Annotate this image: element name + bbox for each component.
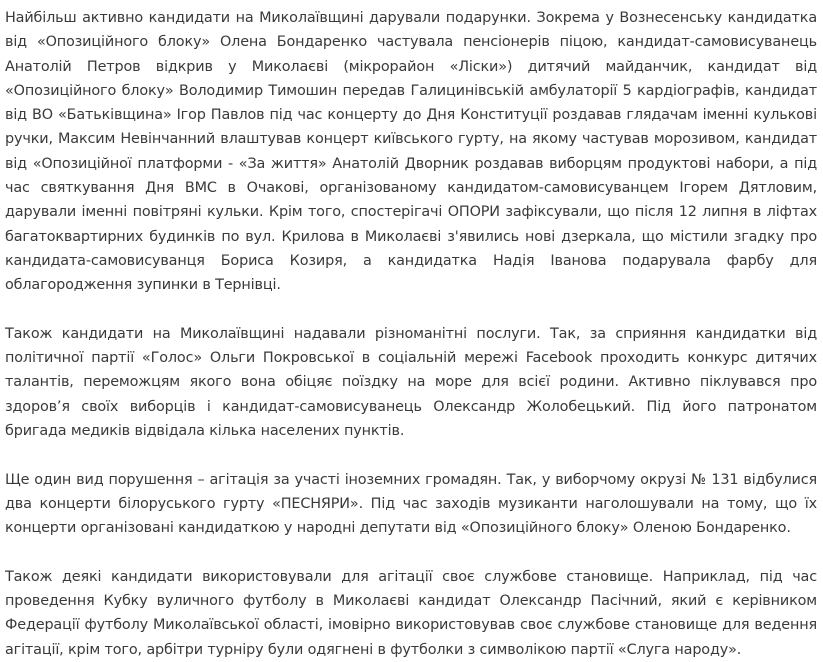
- article-body: [5, 6, 817, 662]
- paragraph-foreign-citizens: Ще один вид порушення – агітація за участі іноземних громадян. Так, у виборчому окрузі № 131 відбулися два концерти білоруського гурту «ПЕСНЯРИ». Під час заходів музиканти наголошували на тому, що їх концерти організовані кандидаткою у народні депутати від «Опозиційного блоку» Оленою Бондаренко.: [5, 471, 817, 537]
- paragraph-official-position: Також деякі кандидати використовували для агітації своє службове становище. Наприклад, під час проведення Кубку вуличного футболу в Миколаєві кандидат Олександр Пасічний, який є керівником Федерації футболу Миколаївської області, імовірно використовував своє службове становище для ведення агітації, крім того, арбітри турніру були одягнені в футболки з символікою партії «Слуга народу».: [5, 568, 817, 658]
- paragraph-services: Також кандидати на Миколаївщині надавали різноманітні послуги. Так, за сприяння кандидатки від політичної партії «Голос» Ольги Покровської в соціальній мережі Facebook проходить конкурс дитячих талантів, переможцям якого вона обіцяє поїздку на море для всієї родини. Активно піклувався про здоров’я своїх виборців і кандидат-самовисуванець Олександр Жолобецький. Під його патронатом бригада медиків відвідала кілька населених пунктів.: [5, 325, 817, 440]
- paragraph-gifts: Найбільш активно кандидати на Миколаївщині дарували подарунки. Зокрема у Вознесенську кандидатка від «Опозиційного блоку» Олена Бондаренко частувала пенсіонерів піцою, кандидат-самовисуванець Анатолій Петров відкрив у Миколаєві (мікрорайон «Ліски») дитячий майданчик, кандидат від «Опозиційного блоку» Володимир Тимошин передав Галицинівській амбулаторії 5 кардіографів, кандидат від ВО «Батьківщина» Ігор Павлов під час концерту до Дня Конституції роздавав глядачам іменні кулькові ручки, Максим Невінчанний влаштував концерт київського гурту, на якому частував морозивом, кандидат від «Опозиційної платформи - «За життя» Анатолій Дворник роздавав виборцям продуктові набори, а під час святкування Дня ВМС в Очакові, організованому кандидатом-самовисуванцем Ігорем Дятловим, дарували іменні повітряні кульки. Крім того, спостерігачі ОПОРИ зафіксували, що після 12 липня в ліфтах багатоквартирних будинків по вул. Крилова в Миколаєві з'явились нові дзеркала, що містили згадку про кандидата-самовисуванця Бориса Козиря, а кандидатка Надія Іванова подарувала фарбу для облагородження зупинки в Тернівці.: [5, 10, 817, 294]
